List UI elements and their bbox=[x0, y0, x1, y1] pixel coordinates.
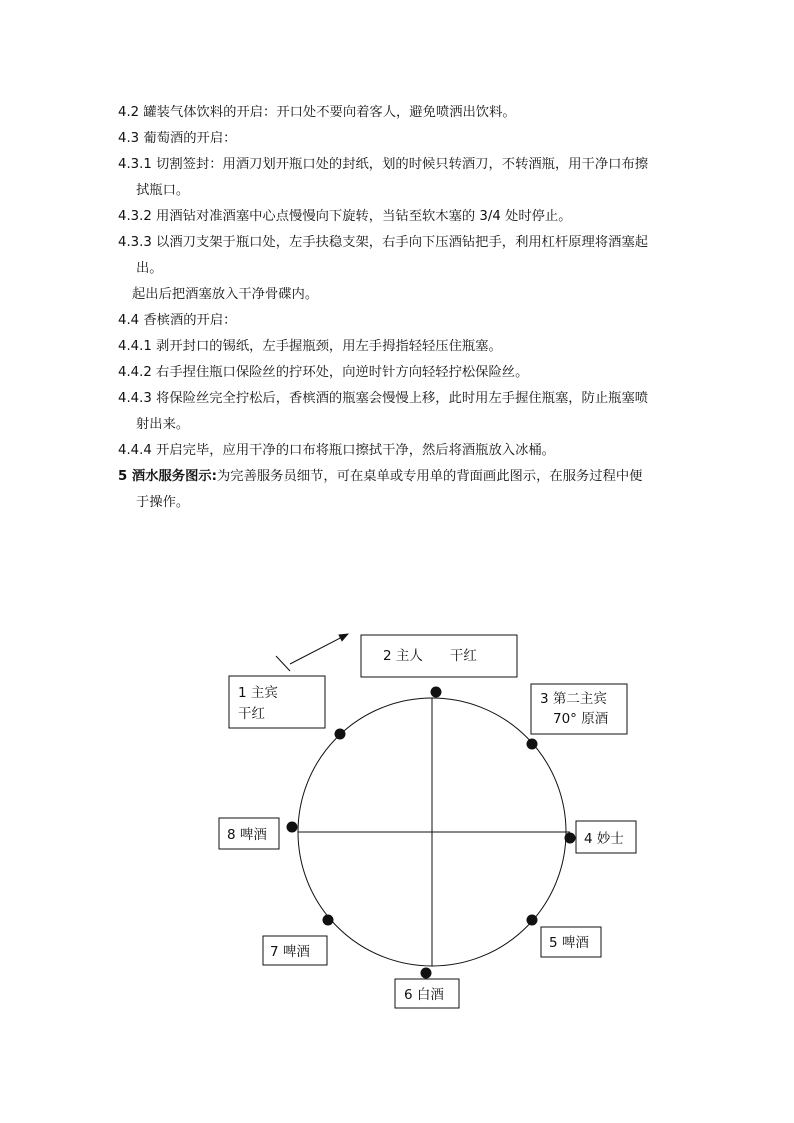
paragraph-5-cont: 于操作。 bbox=[136, 495, 190, 510]
paragraph-4-3-3: 4.3.3 以酒刀支架于瓶口处，左手扶稳支架，右手向下压酒钻把手，利用杠杆原理将酒塞起 bbox=[118, 235, 649, 250]
seat-dot-3 bbox=[527, 739, 538, 750]
seat-dot-4 bbox=[565, 833, 576, 844]
paragraph-4-2: 4.2 罐装气体饮料的开启：开口处不要向着客人，避免喷洒出饮料。 bbox=[118, 105, 516, 120]
section-5-heading: 5 酒水服务图示: bbox=[118, 469, 217, 484]
paragraph-4-4-3: 4.4.3 将保险丝完全拧松后，香槟酒的瓶塞会慢慢上移，此时用左手握住瓶塞，防止瓶塞喷 bbox=[118, 391, 649, 406]
seat-label-7: 7 啤酒 bbox=[270, 944, 310, 960]
seat-label-4: 4 妙士 bbox=[584, 831, 624, 847]
seat-dot-7 bbox=[323, 915, 334, 926]
paragraph-4-3-1: 4.3.1 切割签封：用酒刀划开瓶口处的封纸，划的时候只转酒刀，不转酒瓶，用干净口布擦 bbox=[118, 157, 649, 172]
paragraph-note: 起出后把酒塞放入干净骨碟内。 bbox=[132, 287, 319, 302]
seat-dot-6 bbox=[421, 968, 432, 979]
seat-label-3-drink: 70° 原酒 bbox=[553, 711, 609, 727]
paragraph-4-4-4: 4.4.4 开启完毕，应用干净的口布将瓶口擦拭干净，然后将酒瓶放入冰桶。 bbox=[118, 443, 555, 458]
paragraph-4-3-1-cont: 拭瓶口。 bbox=[136, 183, 190, 198]
seat-dot-2 bbox=[431, 687, 442, 698]
paragraph-4-4-3-cont: 射出来。 bbox=[136, 417, 190, 432]
paragraph-4-4-1: 4.4.1 剥开封口的锡纸，左手握瓶颈，用左手拇指轻轻压住瓶塞。 bbox=[118, 339, 502, 354]
seat-label-8: 8 啤酒 bbox=[227, 827, 267, 843]
arrow-tail bbox=[276, 656, 290, 671]
paragraph-4-4-2: 4.4.2 右手捏住瓶口保险丝的拧环处，向逆时针方向轻轻拧松保险丝。 bbox=[118, 365, 529, 380]
heading-4-4: 4.4 香槟酒的开启： bbox=[118, 313, 237, 328]
seat-label-6: 6 白酒 bbox=[404, 987, 444, 1003]
seat-label-1-drink: 干红 bbox=[238, 706, 265, 722]
service-arrow bbox=[290, 634, 348, 664]
heading-4-3: 4.3 葡萄酒的开启： bbox=[118, 131, 237, 146]
paragraph-4-3-2: 4.3.2 用酒钻对准酒塞中心点慢慢向下旋转，当钻至软木塞的 3/4 处时停止。 bbox=[118, 209, 572, 224]
paragraph-4-3-3-cont: 出。 bbox=[136, 261, 163, 276]
seat-label-5: 5 啤酒 bbox=[549, 935, 589, 951]
seat-dot-8 bbox=[287, 822, 298, 833]
seat-dot-1 bbox=[335, 729, 346, 740]
seat-label-2: 2 主人 干红 bbox=[383, 648, 477, 664]
seat-label-3-name: 3 第二主宾 bbox=[540, 691, 607, 707]
section-5-text: 为完善服务员细节，可在桌单或专用单的背面画此图示，在服务过程中便 bbox=[216, 469, 643, 484]
seat-dot-5 bbox=[527, 915, 538, 926]
seat-label-1-name: 1 主宾 bbox=[238, 685, 278, 701]
